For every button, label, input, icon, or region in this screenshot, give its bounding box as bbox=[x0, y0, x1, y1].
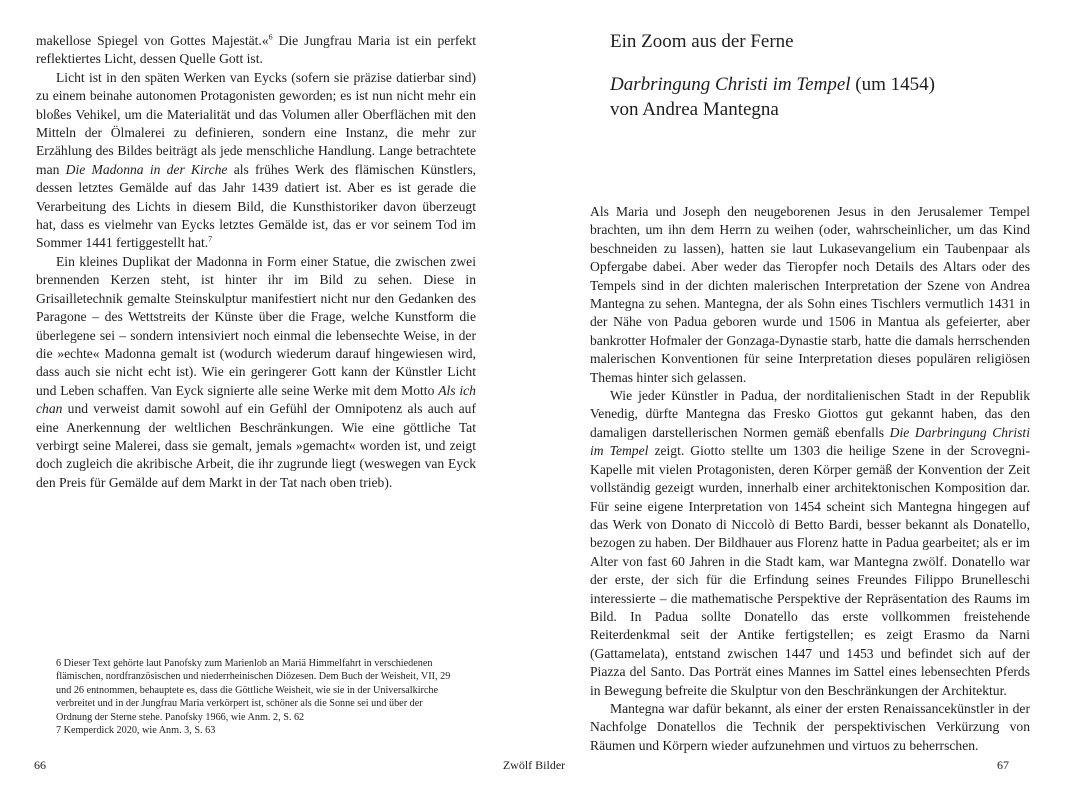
text-segment: Die Jungfrau Maria ist ein perfekt reflektiertes Licht, dessen Quelle Gott ist. bbox=[36, 33, 476, 67]
artwork-date: (um 1454) bbox=[850, 74, 935, 95]
left-paragraph-3 bbox=[36, 253, 476, 492]
text-segment: als frühes Werk des flämischen Künstlers, dessen letztes Gemälde auf das Jahr 1439 datiert ist. Aber es ist gerade die Verarbeitung des Lichts in diesem Bild, die Kunsthistoriker davon überzeugt hat, dass es vielmehr van Eycks letztes Gemälde ist, das er vor seinem Tod im Sommer 1441 fertiggestellt hat. bbox=[36, 161, 477, 251]
page-number-left: 66 bbox=[34, 758, 46, 772]
right-page bbox=[590, 0, 1030, 800]
right-paragraph-1 bbox=[590, 203, 1030, 387]
text-segment: Ein kleines Duplikat der Madonna in Form einer Statue, die zwischen zwei brennenden Kerzen steht, ist hinter ihr im Bild zu sehen. Diese in Grisailletechnik gemalte Steinskulptur manifestiert nicht nur den Gedanken des Paragone – des Wettstreits der Künste über die Frage, welche Kunstform die überlegene sei – sondern intensiviert noch einmal die lebensechte Weise, in der die »echte« Madonna gemalt ist (wodurch wiederum darauf hingewiesen wird, dass auch sie nicht echt ist). Wie ein geringerer Gott kann der Künstler Licht und Leben schaffen. Van Eyck signierte alle seine Werke mit dem Motto bbox=[36, 253, 476, 398]
text-segment: Wie jeder Künstler in Padua, der norditalienischen Stadt in der Republik Venedig, dürfte Mantegna das Fresko Giottos gut gekannt haben, das den damaligen darstellerischen Normen gemäß ebenfalls bbox=[590, 388, 1030, 440]
text-segment: Licht ist in den späten Werken van Eycks (sofern sie präzise datierbar sind) zu einem beinahe autonomen Protagonisten geworden; es ist nun nicht mehr ein bloßes Vehikel, um die Materialität und das Volumen aller Oberflächen mit den Mitteln der Ölmalerei zu definieren, sondern eine Instanz, die mehr zur Erzählung des Bildes beiträgt als jede menschliche Handlung. Lange betrachtete man bbox=[36, 69, 476, 177]
artwork-heading bbox=[610, 72, 935, 122]
left-paragraph-2 bbox=[36, 69, 476, 253]
footnote-ref-6[interactable]: 6 bbox=[268, 32, 273, 42]
left-paragraph-1 bbox=[36, 32, 476, 69]
text-segment: und verweist damit sowohl auf ein Gefühl der Omnipotenz als auch auf eine Anerkennung der weltlichen Beschränkungen. Wie eine göttliche Tat verbirgt seine Malerei, dass sie gemalt, jemals »gemacht« worden ist, und zeigt doch zugleich die akribische Arbeit, die ihr zugrunde liegt (weswegen van Eyck den Preis für Gemälde auf dem Markt in der Tat nach oben trieb). bbox=[36, 401, 476, 490]
artwork-title-italic: Die Darbringung Christi im Tempel bbox=[590, 424, 1030, 459]
right-paragraph-3 bbox=[590, 700, 1030, 755]
right-paragraph-2 bbox=[590, 387, 1030, 700]
motto-italic: Als ich chan bbox=[36, 382, 476, 417]
artwork-title-italic: Die Madonna in der Kirche bbox=[65, 161, 228, 177]
page-number-right: 67 bbox=[997, 758, 1009, 772]
footnote-ref-7[interactable]: 7 bbox=[208, 234, 213, 244]
text-segment: makellose Spiegel von Gottes Majestät.« bbox=[36, 33, 269, 48]
right-body-text bbox=[590, 203, 1030, 755]
footnote-7: 7 Kemperdick 2020, wie Anm. 3, S. 63 bbox=[56, 725, 216, 737]
running-title: Zwölf Bilder bbox=[502, 758, 566, 772]
text-segment: zeigt. Giotto stellte um 1303 die heilige Szene in der Scrovegni-Kapelle mit vielen Protagonisten, deren Körper gemäß der Konvention der Zeit vollständig gezeigt wurden, innerhalb einer architektonischen Komposition dar. Für seine eigene Interpretation von 1454 scheint sich Mantegna hingegen auf das Werk von Donato di Niccolò di Betto Bardi, besser bekannt als Donatello, bezogen zu haben. Der Bildhauer aus Florenz hatte in Padua gearbeitet; als er im Alter von fast 60 Jahren in die Stadt kam, war Mantegna zwölf. Donatello war der erste, der sich für die Erfindung seines Freundes Filippo Brunelleschi interessierte – die mathematische Perspektive der Repräsentation des Raums im Bild. In Padua sollte Donatello das erste vollkommen freistehende Reiterdenkmal seit der Antike fertigstellen; es zeigt Erasmo da Narni (Gattamelata), entstand zwischen 1447 und 1453 und befindet sich auf der Piazza del Santo. Das Porträt eines Mannes im Sattel eines lebensechten Pferds in Bewegung befreite die Skulptur von den Beschränkungen der Architektur. bbox=[590, 443, 1030, 698]
chapter-title: Ein Zoom aus der Ferne bbox=[610, 31, 794, 52]
text-segment: Als Maria und Joseph den neugeborenen Jesus in den Jerusalemer Tempel brachten, um ihn dem Herrn zu weihen (oder, wahrscheinlicher, um das Kind beschneiden zu lassen), hatten sie laut Lukasevangelium ein Taubenpaar als Opfergabe dabei. Aber weder das Tieropfer noch Details des Altars oder des Tempels sind in der dichten malerischen Interpretation der Szene von Andrea Mantegna zu sehen. Mantegna, der als Sohn eines Tischlers vermutlich 1431 in der Nähe von Padua geboren wurde und 1506 in Mantua als gefeierter, aber bankrotter Hofmaler der Gonzaga-Dynastie starb, hatte die damals herrschenden malerischen Konventionen für seine Interpretation dieses populären religiösen Themas hinter sich gelassen. bbox=[590, 204, 1030, 385]
footnote-6: 6 Dieser Text gehörte laut Panofsky zum Marienlob an Mariä Himmelfahrt in verschiedenen flämischen, nordfranzösischen und niederrheinischen Diözesen. Dem Buch der Weisheit, VII, 29 und 26 entnommen, behauptete es, dass die Göttliche Weisheit, wie sie in der Universalkirche verbreitet und in der Jungfrau Maria verkörpert ist, schöner als die Sonne sei und über der Ordnung der Sterne stehe. Panofsky 1966, wie Anm. 2, S. 62 bbox=[56, 658, 451, 723]
text-segment: Mantegna war dafür bekannt, als einer der ersten Renaissancekünstler in der Nachfolge Donatellos die Technik der perspektivischen Verkürzung von Räumen und Körpern wieder aufzunehmen und virtuos zu beherrschen. bbox=[590, 700, 1030, 753]
left-body-text bbox=[36, 32, 476, 492]
footnotes bbox=[56, 657, 456, 737]
left-page bbox=[36, 0, 476, 800]
artwork-title: Darbringung Christi im Tempel bbox=[610, 74, 851, 95]
artwork-author: von Andrea Mantegna bbox=[610, 99, 779, 120]
